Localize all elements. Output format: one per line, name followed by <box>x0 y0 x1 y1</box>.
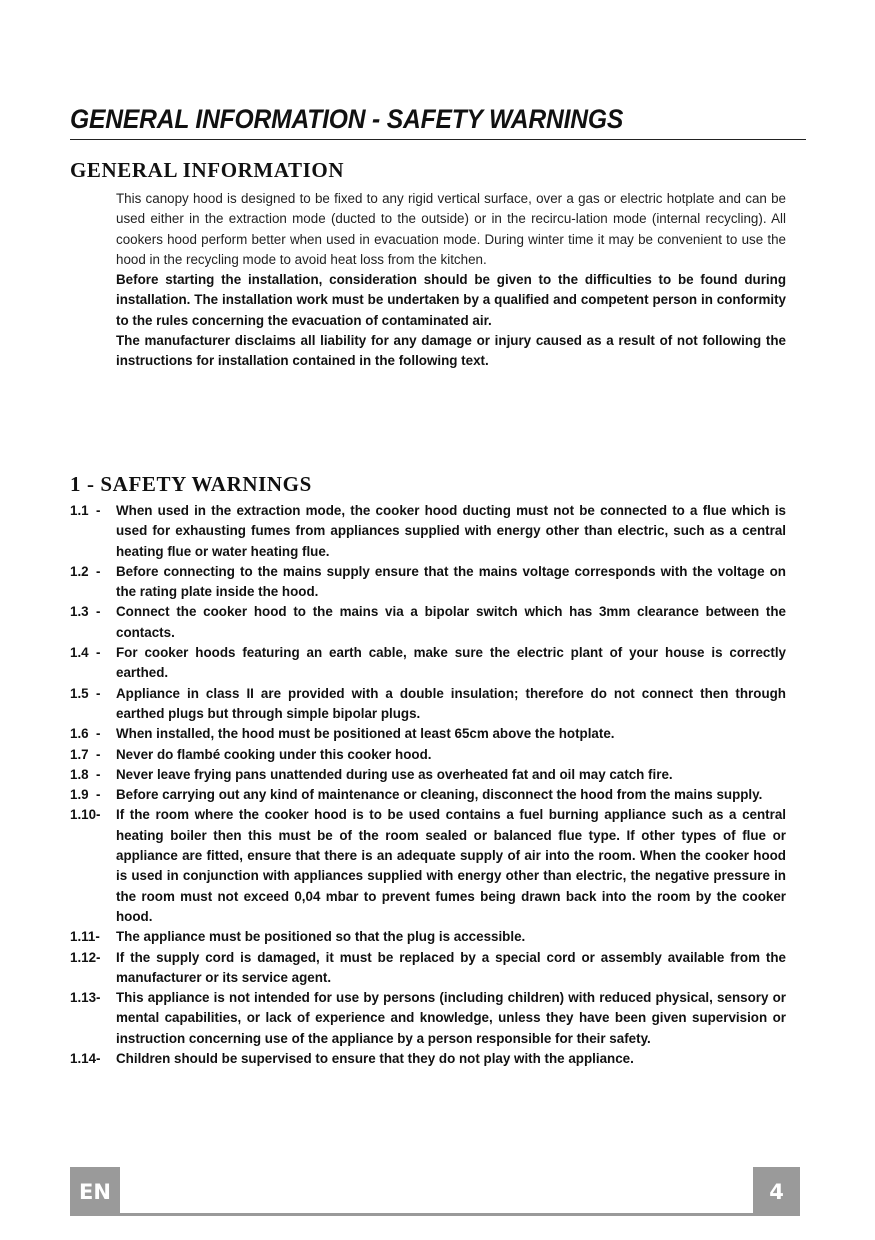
warning-item <box>70 643 786 684</box>
warning-text: When used in the extraction mode, the cooker hood ducting must not be connected to a flue which is used for exhausting fumes from appliances supplied with energy other than electric, such as a central heating flue or water heating flue. <box>116 503 786 559</box>
warning-item <box>70 948 786 989</box>
warning-item <box>70 501 786 562</box>
warning-text: For cooker hoods featuring an earth cable, make sure the electric plant of your house is correctly earthed. <box>116 645 786 681</box>
warning-text: Appliance in class II are provided with a double insulation; therefore do not connect then through earthed plugs but through simple bipolar plugs. <box>116 685 786 721</box>
warning-text: If the supply cord is damaged, it must be replaced by a special cord or assembly available from the manufacturer or its service agent. <box>116 949 786 985</box>
warning-item <box>70 684 786 725</box>
warning-item <box>70 1049 786 1069</box>
warning-item <box>70 765 786 785</box>
warning-number: 1.10- <box>70 807 101 823</box>
warning-number: 1.11- <box>70 929 100 945</box>
warning-number: 1.2 - <box>70 563 101 579</box>
warning-number: 1.1 - <box>70 503 101 518</box>
title-rule <box>70 139 806 140</box>
warning-number: 1.8 - <box>70 766 101 782</box>
page-number: 4 <box>753 1167 800 1216</box>
warning-text: Before connecting to the mains supply ensure that the mains voltage corresponds with the voltage on the rating plate inside the hood. <box>116 563 786 600</box>
warning-text: Children should be supervised to ensure that they do not play with the appliance. <box>116 1051 634 1067</box>
warning-number: 1.14- <box>70 1051 101 1067</box>
warning-text: If the room where the cooker hood is to be used contains a fuel burning appliance such as a central heating boiler then this must be of the room sealed or balanced flue type. If other types of flue or appliance are fitted, ensure that there is an adequate supply of air into the room. When the cooker hood is used in conjunction with appliances supplied with energy other than electric, the negative pressure in the room must not exceed 0,04 mbar to prevent fumes being drawn back into the room by the cooker hood. <box>116 807 786 924</box>
general-info-heading: GENERAL INFORMATION <box>70 158 345 182</box>
warning-number: 1.5 - <box>70 685 101 701</box>
warning-item <box>70 927 786 947</box>
warning-item <box>70 602 786 643</box>
language-badge: EN <box>70 1167 120 1216</box>
installation-note: Before starting the installation, consideration should be given to the difficulties to be found during installation. The installation work must be undertaken by a qualified and competent person in conformity to the rules concerning the evacuation of contaminated air. <box>116 272 786 328</box>
warning-number: 1.12- <box>70 949 101 965</box>
warning-item <box>70 724 786 744</box>
warning-item <box>70 785 786 805</box>
liability-note: The manufacturer disclaims all liability for any damage or injury caused as a result of not following the instructions for installation contained in the following text. <box>116 333 786 369</box>
warning-text: Before carrying out any kind of maintenance or cleaning, disconnect the hood from the mains supply. <box>116 787 763 803</box>
warning-item <box>70 988 786 1049</box>
warning-text: The appliance must be positioned so that the plug is accessible. <box>116 929 526 945</box>
warning-text: Connect the cooker hood to the mains via a bipolar switch which has 3mm clearance between the contacts. <box>116 604 786 640</box>
warning-text: Never leave frying pans unattended during use as overheated fat and oil may catch fire. <box>116 766 673 782</box>
warning-number: 1.3 - <box>70 604 101 620</box>
page-title: GENERAL INFORMATION - SAFETY WARNINGS <box>70 104 624 134</box>
general-info-paragraph: This canopy hood is designed to be fixed to any rigid vertical surface, over a gas or electric hotplate and can be used either in the extraction mode (ducted to the outside) or in the recircu-lation mode (internal recycling). All cookers hood perform better when used in evacuation mode. During winter time it may be convenient to use the hood in the recycling mode to avoid heat loss from the kitchen. <box>116 191 786 267</box>
warning-item <box>70 805 786 927</box>
warning-item <box>70 745 786 765</box>
safety-warnings-list <box>70 501 786 1069</box>
warning-number: 1.4 - <box>70 645 101 661</box>
warning-number: 1.9 - <box>70 787 101 803</box>
warning-number: 1.6 - <box>70 726 101 742</box>
warning-number: 1.13- <box>70 990 101 1006</box>
footer-bar <box>70 1213 800 1216</box>
warning-number: 1.7 - <box>70 746 101 762</box>
safety-warnings-heading: 1 - SAFETY WARNINGS <box>70 472 312 496</box>
warning-item <box>70 562 786 603</box>
warning-text: Never do flambé cooking under this cooker hood. <box>116 746 432 762</box>
general-info-body <box>116 189 786 372</box>
warning-text: This appliance is not intended for use by persons (including children) with reduced physical, sensory or mental capabilities, or lack of experience and knowledge, unless they have been given supervision or instruction concerning use of the appliance by a person responsible for their safety. <box>116 990 786 1046</box>
warning-text: When installed, the hood must be positioned at least 65cm above the hotplate. <box>116 726 615 742</box>
